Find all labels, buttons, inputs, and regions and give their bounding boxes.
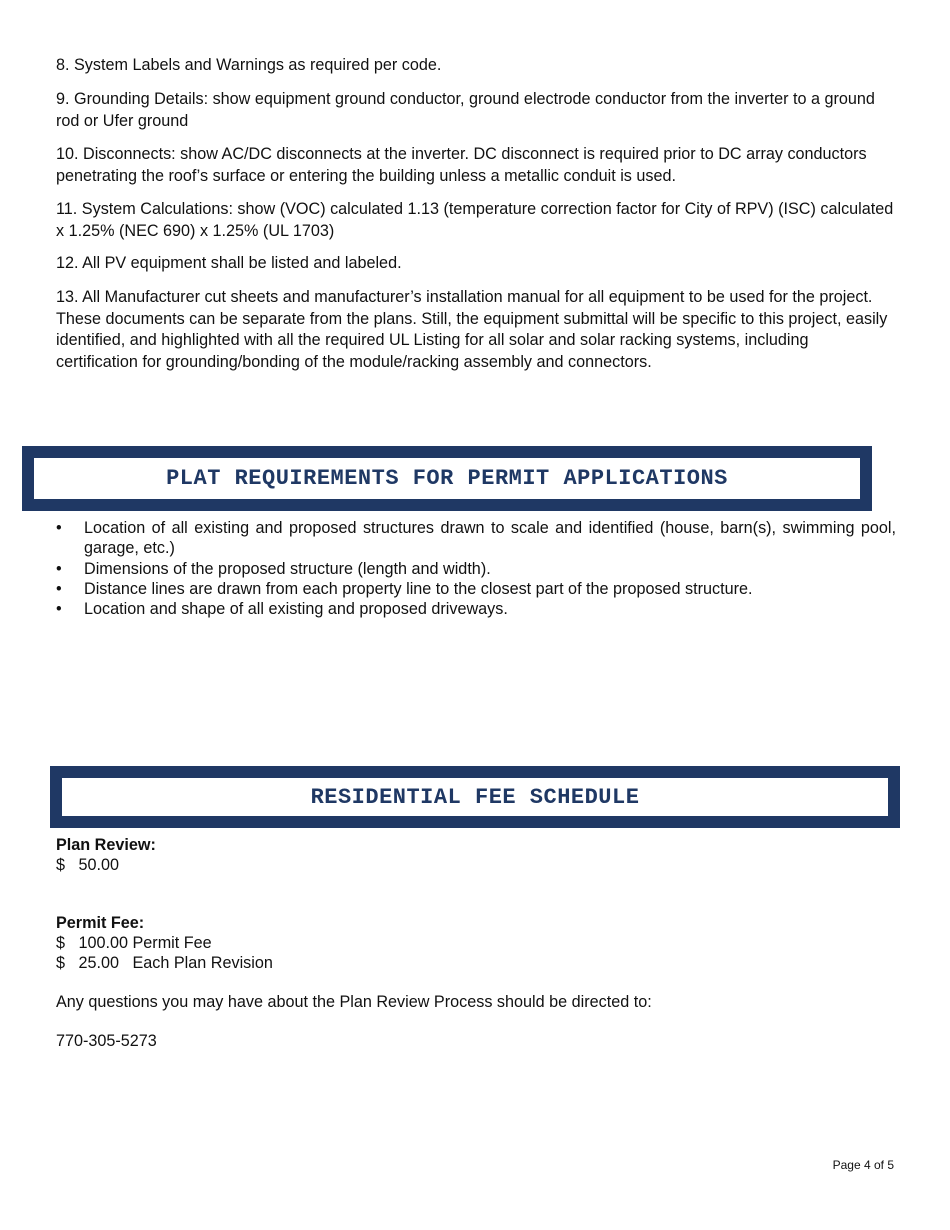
fee-banner	[50, 766, 900, 828]
item-12: 12. All PV equipment shall be listed and labeled.	[56, 254, 402, 272]
plan-review-label: Plan Review:	[56, 836, 156, 854]
permit-fee-label: Permit Fee:	[56, 914, 145, 932]
phone-number: 770-305-5273	[56, 1032, 157, 1050]
plat-banner	[22, 446, 872, 511]
item-11: 11. System Calculations: show (VOC) calculated 1.13 (temperature correction factor for City of RPV) (ISC) calculated x 1.25% (NEC 690) x 1.25% (UL 1703)	[56, 200, 894, 240]
item-9: 9. Grounding Details: show equipment ground conductor, ground electrode conductor from the inverter to a ground rod or Ufer ground	[56, 90, 875, 130]
permit-fee-line: $ 100.00 Permit Fee	[56, 934, 212, 952]
fee-title: RESIDENTIAL FEE SCHEDULE	[310, 784, 640, 810]
list-item: • Location and shape of all existing and proposed driveways.	[56, 599, 896, 619]
page-number: Page 4 of 5	[832, 1158, 894, 1172]
plat-bullet-list	[56, 518, 896, 619]
list-item: • Distance lines are drawn from each property line to the closest part of the proposed structure.	[56, 579, 896, 599]
plan-review-amount: $ 50.00	[56, 856, 120, 874]
list-item: • Location of all existing and proposed structures drawn to scale and identified (house, barn(s), swimming pool, garage, etc.)	[56, 518, 896, 559]
questions-text: Any questions you may have about the Plan Review Process should be directed to:	[56, 993, 652, 1011]
item-8: 8. System Labels and Warnings as required per code.	[56, 56, 442, 74]
list-item: • Dimensions of the proposed structure (length and width).	[56, 559, 896, 579]
item-10: 10. Disconnects: show AC/DC disconnects at the inverter. DC disconnect is required prior to DC array conductors penetrating the roof’s surface or entering the building unless a metallic conduit is used.	[56, 145, 867, 185]
plat-title: PLAT REQUIREMENTS FOR PERMIT APPLICATIONS	[166, 466, 728, 491]
item-13: 13. All Manufacturer cut sheets and manufacturer’s installation manual for all equipment to be used for the project. These documents can be separate from the plans. Still, the equipment submittal will be specific to this project, easily identified, and highlighted with all the required UL Listing for all solar and solar racking systems, including certification for grounding/bonding of the module/racking assembly and connectors.	[56, 288, 888, 371]
revision-fee-line: $ 25.00 Each Plan Revision	[56, 954, 273, 972]
